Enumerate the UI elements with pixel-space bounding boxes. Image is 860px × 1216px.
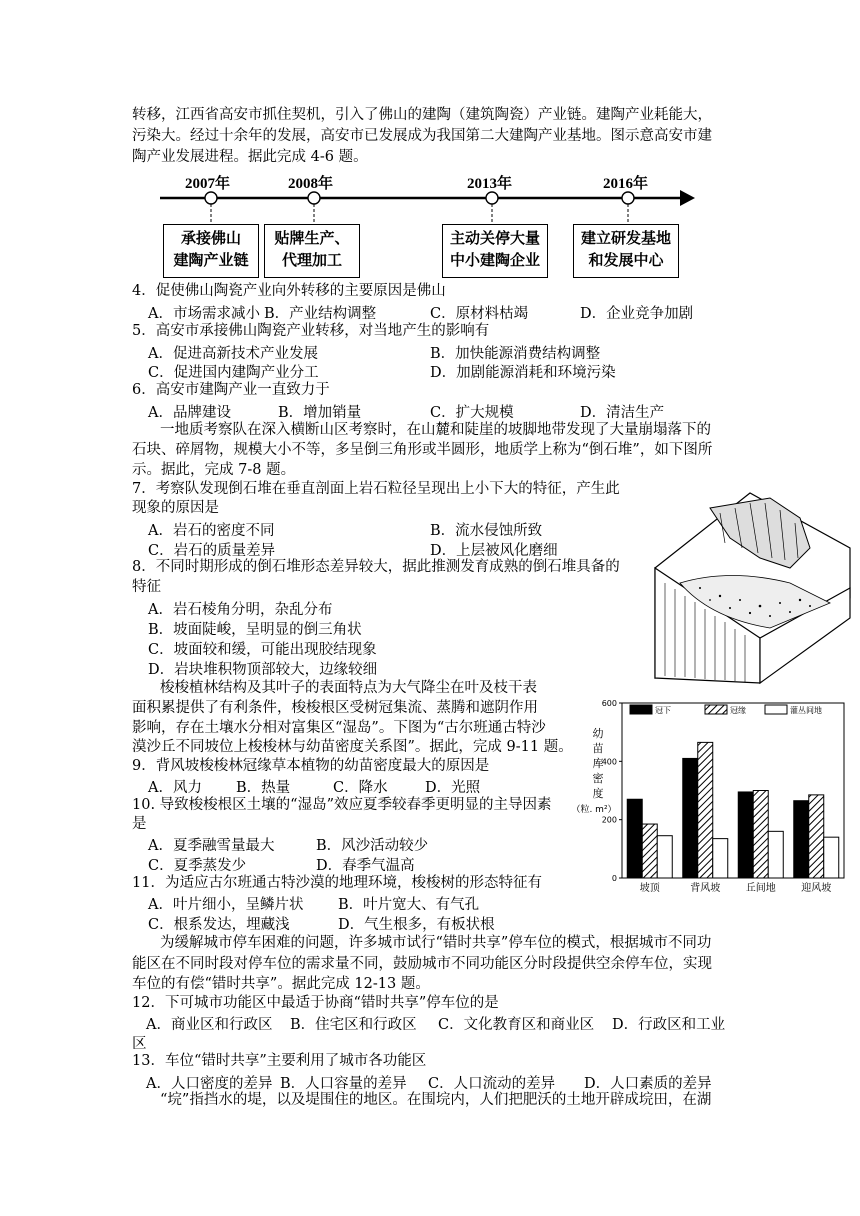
timeline-box-text: 中小建陶企业 bbox=[449, 251, 540, 269]
timeline-box-text: 主动关停大量 bbox=[449, 229, 540, 247]
y-tick-label: 400 bbox=[601, 757, 617, 767]
p3-line-2: 面积累提供了有利条件，梭梭根区受树冠集流、蒸腾和遮阴作用 bbox=[132, 700, 538, 716]
q9-option-d: D．光照 bbox=[425, 780, 481, 796]
q9-option-c: C．降水 bbox=[333, 780, 388, 796]
legend-label: 灌丛间地 bbox=[790, 706, 822, 715]
q11-option-b: B．叶片宽大、有气孔 bbox=[338, 897, 480, 913]
y-axis-label: 库 bbox=[592, 757, 604, 770]
y-axis-label: 度 bbox=[592, 787, 604, 800]
timeline-box-text: 建立研发基地 bbox=[580, 229, 671, 247]
q9-stem: 9．背风坡梭梭林冠缘草本植物的幼苗密度最大的原因是 bbox=[132, 758, 490, 774]
p4-line-3: 车位的有偿“错时共享”。据此完成 12-13 题。 bbox=[132, 976, 430, 992]
bar bbox=[698, 742, 713, 878]
q12-option-a: A．商业区和行政区 bbox=[146, 1017, 273, 1033]
y-axis-label: 密 bbox=[592, 772, 604, 785]
q10-stem-line-2: 是 bbox=[132, 816, 147, 832]
category-label: 丘间地 bbox=[745, 883, 776, 894]
q10-option-a: A．夏季融雪量最大 bbox=[148, 838, 275, 854]
p3-line-3: 影响，存在土壤水分相对富集区“湿岛”。下图为“古尔班通古特沙 bbox=[132, 720, 546, 736]
timeline-year-2007: 2007年 bbox=[185, 176, 231, 192]
timeline-box-text: 承接佛山 bbox=[180, 229, 241, 247]
category-label: 迎风坡 bbox=[801, 883, 832, 894]
bar bbox=[657, 836, 672, 878]
intro-line-2: 污染大。经过十余年的发展，高安市已发展成为我国第二大建陶产业基地。图示意高安市建 bbox=[132, 128, 712, 144]
q11-stem: 11．为适应古尔班通古特沙漠的地理环境，梭梭树的形态特征有 bbox=[132, 875, 542, 891]
q11-option-a: A．叶片细小，呈鳞片状 bbox=[148, 897, 304, 913]
timeline-box-2016 bbox=[573, 224, 679, 278]
q8-stem-line-2: 特征 bbox=[132, 579, 161, 595]
q7-option-b: B．流水侵蚀所致 bbox=[430, 523, 543, 539]
p4-line-1: 为缓解城市停车困难的问题，许多城市试行“错时共享”停车位的模式，根据城市不同功 bbox=[160, 935, 712, 951]
q9-option-a: A．风力 bbox=[148, 780, 202, 796]
q13-stem: 13．车位“错时共享”主要利用了城市各功能区 bbox=[132, 1053, 427, 1069]
bar bbox=[627, 799, 642, 878]
q5-option-a: A．促进高新技术产业发展 bbox=[148, 346, 318, 362]
q5-option-c: C．促进国内建陶产业分工 bbox=[148, 365, 319, 381]
q10-option-c: C．夏季蒸发少 bbox=[148, 858, 247, 874]
timeline-box-text: 建陶产业链 bbox=[173, 251, 249, 269]
q4-option-d: D．企业竞争加剧 bbox=[580, 306, 694, 322]
intro-line-1: 转移，江西省高安市抓住契机，引入了佛山的建陶（建筑陶瓷）产业链。建陶产业耗能大， bbox=[132, 107, 712, 123]
q8-option-d: D．岩块堆积物顶部较大，边缘较细 bbox=[148, 662, 378, 678]
timeline-year-2008: 2008年 bbox=[288, 176, 334, 192]
q8-option-a: A．岩石棱角分明，杂乱分布 bbox=[148, 602, 333, 618]
y-tick-label: 0 bbox=[611, 874, 617, 883]
q10-option-b: B．风沙活动较少 bbox=[316, 838, 429, 854]
bar bbox=[824, 837, 839, 878]
timeline-box-text: 贴牌生产、 bbox=[274, 229, 350, 247]
p4-line-2: 能区在不同时段对停车位的需求量不同，鼓励城市不同功能区分时段提供空余停车位，实现 bbox=[132, 956, 712, 972]
bar bbox=[753, 791, 768, 879]
q8-option-b: B．坡面陡峻，呈明显的倒三角状 bbox=[148, 622, 362, 638]
q12-option-b: B．住宅区和行政区 bbox=[290, 1017, 417, 1033]
timeline-box-text: 代理加工 bbox=[281, 251, 342, 269]
bar bbox=[768, 831, 783, 878]
y-axis-label: 苗 bbox=[592, 742, 604, 755]
q13-option-a: A．人口密度的差异 bbox=[146, 1076, 273, 1092]
q12-stem: 12．下可城市功能区中最适于协商“错时共享”停车位的是 bbox=[132, 995, 499, 1011]
q10-option-d: D．春季气温高 bbox=[316, 858, 415, 874]
bar bbox=[683, 758, 698, 878]
q13-option-b: B．人口容量的差异 bbox=[280, 1076, 407, 1092]
timeline-connectors bbox=[150, 204, 695, 224]
legend-label: 冠下 bbox=[655, 706, 671, 715]
q6-option-b: B．增加销量 bbox=[278, 405, 362, 421]
p2-line-2: 石块、碎屑物，规模大小不等，多呈倒三角形或半圆形，地质学上称为“倒石堆”，如下图所 bbox=[132, 442, 713, 458]
y-axis-label: 幼 bbox=[592, 727, 604, 740]
q4-option-c: C．原材料枯竭 bbox=[430, 306, 529, 322]
q13-option-d: D．人口素质的差异 bbox=[584, 1076, 712, 1092]
bar bbox=[738, 792, 753, 878]
seedling-density-chart bbox=[571, 693, 852, 894]
p3-line-4: 漠沙丘不同坡位上梭梭林与幼苗密度关系图”。据此，完成 9-11 题。 bbox=[132, 739, 573, 755]
category-label: 背风坡 bbox=[690, 883, 721, 894]
y-axis-label: （粒. m²） bbox=[571, 805, 617, 815]
q6-option-d: D．清洁生产 bbox=[580, 405, 665, 421]
q8-stem-line-1: 8．不同时期形成的倒石堆形态差异较大，据此推测发育成熟的倒石堆具备的 bbox=[132, 559, 620, 575]
y-tick-label: 600 bbox=[601, 699, 617, 708]
legend-swatch bbox=[765, 705, 787, 714]
p2-line-3: 示。据此，完成 7-8 题。 bbox=[132, 462, 296, 478]
q6-option-a: A．品牌建设 bbox=[148, 405, 231, 421]
timeline-year-2016: 2016年 bbox=[603, 176, 649, 192]
legend-label: 冠缘 bbox=[730, 706, 746, 715]
q4-option-b: B．产业结构调整 bbox=[264, 306, 377, 322]
q9-option-b: B．热量 bbox=[236, 780, 291, 796]
q12-option-d-wrap: 区 bbox=[132, 1036, 147, 1052]
q4-option-a: A．市场需求减小 bbox=[148, 306, 260, 322]
q8-option-c: C．坡面较和缓，可能出现胶结现象 bbox=[148, 642, 377, 658]
q12-option-d: D．行政区和工业 bbox=[612, 1017, 726, 1033]
talus-illustration bbox=[650, 488, 855, 688]
q5-stem: 5．高安市承接佛山陶瓷产业转移，对当地产生的影响有 bbox=[132, 323, 490, 339]
timeline-box-text: 和发展中心 bbox=[588, 251, 664, 269]
bar bbox=[713, 839, 728, 878]
timeline-box-2008 bbox=[264, 224, 360, 278]
timeline-box-2013 bbox=[442, 224, 548, 278]
q7-option-c: C．岩石的质量差异 bbox=[148, 543, 276, 559]
q11-option-d: D．气生根多，有板状根 bbox=[338, 917, 495, 933]
intro-line-3: 陶产业发展进程。据此完成 4-6 题。 bbox=[132, 149, 368, 165]
q7-option-a: A．岩石的密度不同 bbox=[148, 523, 275, 539]
category-label: 坡顶 bbox=[639, 883, 660, 894]
q11-option-c: C．根系发达，埋藏浅 bbox=[148, 917, 290, 933]
timeline-year-2013: 2013年 bbox=[467, 176, 513, 192]
bar bbox=[642, 824, 657, 878]
p5-line-1: “垸”指挡水的堤，以及堤围住的地区。在围垸内，人们把肥沃的土地开辟成垸田，在湖 bbox=[160, 1092, 712, 1108]
p2-line-1: 一地质考察队在深入横断山区考察时，在山麓和陡崖的坡脚地带发现了大量崩塌落下的 bbox=[160, 422, 711, 438]
p3-line-1: 梭梭植林结构及其叶子的表面特点为大气降尘在叶及枝干表 bbox=[160, 680, 537, 696]
legend-swatch bbox=[705, 705, 727, 714]
q10-stem-line-1: 10. 导致梭梭根区土壤的“湿岛”效应夏季较春季更明显的主导因素 bbox=[132, 797, 552, 813]
y-tick-label: 200 bbox=[601, 815, 617, 825]
q7-stem-line-1: 7．考察队发现倒石堆在垂直剖面上岩石粒径呈现出上小下大的特征，产生此 bbox=[132, 481, 620, 497]
q5-option-b: B．加快能源消费结构调整 bbox=[430, 346, 601, 362]
q7-stem-line-2: 现象的原因是 bbox=[132, 500, 219, 516]
q5-option-d: D．加剧能源消耗和环境污染 bbox=[430, 365, 616, 381]
q13-option-c: C．人口流动的差异 bbox=[428, 1076, 556, 1092]
q4-stem: 4．促使佛山陶瓷产业向外转移的主要原因是佛山 bbox=[132, 283, 446, 299]
timeline-box-2007 bbox=[163, 224, 259, 278]
bar bbox=[794, 801, 809, 878]
legend-swatch bbox=[630, 705, 652, 714]
q12-option-c: C．文化教育区和商业区 bbox=[438, 1017, 595, 1033]
bar bbox=[809, 795, 824, 878]
q6-stem: 6．高安市建陶产业一直致力于 bbox=[132, 382, 330, 398]
q6-option-c: C．扩大规模 bbox=[430, 405, 514, 421]
q7-option-d: D．上层被风化磨细 bbox=[430, 543, 558, 559]
